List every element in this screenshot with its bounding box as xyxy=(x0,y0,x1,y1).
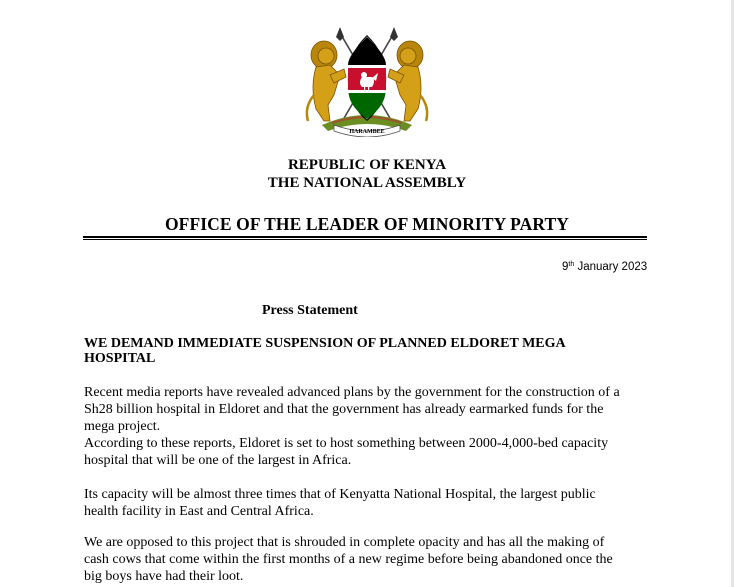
motto-text: HARAMBEE xyxy=(349,129,385,135)
header-divider-thin xyxy=(83,239,647,240)
paragraph-line: cash cows that come within the first months of a new regime before being abandoned once the xyxy=(84,552,613,567)
paragraph-opposition xyxy=(84,534,644,585)
headline xyxy=(84,336,624,366)
headline-line: WE DEMAND IMMEDIATE SUSPENSION OF PLANNED ELDORET MEGA xyxy=(84,336,566,351)
paragraph-line: health facility in East and Central Africa. xyxy=(84,504,314,519)
paragraph-bed-capacity xyxy=(84,435,644,469)
republic-title: REPUBLIC OF KENYA xyxy=(287,157,447,173)
paragraph-line: We are opposed to this project that is shrouded in complete opacity and has all the making of xyxy=(84,535,605,550)
headline-line: HOSPITAL xyxy=(84,351,156,366)
office-title: OFFICE OF THE LEADER OF MINORITY PARTY xyxy=(164,214,570,234)
statement-date xyxy=(562,260,647,274)
paragraph-line: According to these reports, Eldoret is set to host something between 2000-4,000-bed capacity xyxy=(84,436,609,451)
paragraph-line: hospital that will be one of the largest in Africa. xyxy=(84,453,352,468)
coat-of-arms-emblem xyxy=(300,25,434,137)
assembly-title: THE NATIONAL ASSEMBLY xyxy=(267,175,467,191)
paragraph-line: Recent media reports have revealed advanced plans by the government for the construction of a xyxy=(84,385,620,400)
date-day: 9 xyxy=(562,261,569,273)
paragraph-line: Its capacity will be almost three times that of Kenyatta National Hospital, the largest public xyxy=(84,487,596,502)
date-suffix: th xyxy=(568,261,575,268)
paragraph-line: Sh28 billion hospital in Eldoret and that the government has already earmarked funds for the xyxy=(84,402,604,417)
paragraph-line: big boys have had their loot. xyxy=(84,569,244,584)
paragraph-media-reports xyxy=(84,384,644,435)
press-statement-label: Press Statement xyxy=(262,303,358,318)
coat-of-arms-icon xyxy=(300,25,434,137)
date-month-year: January 2023 xyxy=(574,261,648,273)
paragraph-line: mega project. xyxy=(84,419,161,434)
paragraph-kenyatta-comparison xyxy=(84,486,644,520)
header-divider-thick xyxy=(83,236,647,238)
